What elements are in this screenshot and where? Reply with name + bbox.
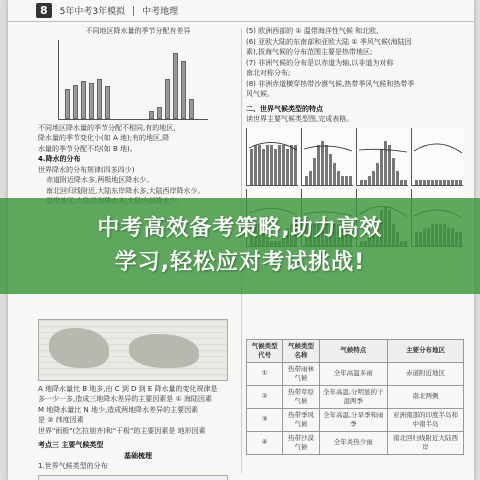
right-list-line: 风气候。 bbox=[246, 90, 274, 98]
table-cell: 赤道附近地区 bbox=[387, 362, 463, 385]
subject-label: 中考地理 bbox=[142, 7, 179, 17]
chart-bar bbox=[165, 79, 170, 119]
section3-title: 考点三 主要气候类型 bbox=[38, 441, 104, 449]
table-cell: 热带沙漠气候 bbox=[283, 431, 319, 454]
table-cell: 热带雨林气候 bbox=[283, 362, 319, 385]
temperature-curve bbox=[412, 128, 464, 186]
precipitation-chart bbox=[58, 40, 208, 120]
climate-chart bbox=[301, 128, 353, 186]
table-header: 气候类型代号 bbox=[247, 339, 283, 362]
table-row bbox=[247, 408, 464, 431]
climate-chart bbox=[411, 128, 463, 186]
paragraph-line: 降水量的季节变化小(如 A 地);有的地区,降 bbox=[38, 134, 170, 142]
question-line: M 地降水量比 N 地少,造成两地降水差异的主要因素 bbox=[38, 405, 199, 414]
list-item: 南北回归线附近,大陆东岸降水多,大陆西岸降水少。 bbox=[46, 186, 205, 195]
page-header bbox=[8, 0, 474, 22]
table-header: 气候特点 bbox=[319, 339, 387, 362]
right-list-line: (5) 欧洲西部的 ① 温带海洋性气候 和北欧, bbox=[246, 27, 379, 35]
banner-line-2: 学习,轻松应对考试挑战! bbox=[114, 250, 366, 275]
table-cell: 全年炎热少雨 bbox=[319, 431, 387, 454]
chart-bar bbox=[173, 53, 178, 119]
table-cell: 全年高温多雨 bbox=[319, 362, 387, 385]
chart-caption: 不同地区降水量的季节分配有差异 bbox=[85, 27, 191, 35]
table-cell: 南北两侧 bbox=[387, 385, 463, 408]
section-title: 4.降水的分布 bbox=[38, 155, 81, 163]
land-shape bbox=[129, 334, 199, 368]
temperature-curve bbox=[247, 128, 299, 186]
right-list-line: 南北对称分布; bbox=[246, 69, 291, 77]
table-cell: ③ bbox=[247, 408, 283, 431]
table-row bbox=[247, 431, 464, 454]
climate-chart bbox=[246, 128, 298, 186]
table-cell: ② bbox=[247, 385, 283, 408]
chart-bar bbox=[157, 107, 162, 119]
right-list-line: 素),拔海气候的分布范围主要是热带地区; bbox=[246, 48, 373, 56]
land-shape bbox=[49, 328, 109, 368]
question-line: A 地降水量比 B 地多,由 C 到 D 到 E 降水量的变化规律是 bbox=[38, 384, 218, 393]
question-line: 世界"雨极"(乞拉朋齐)和"干极"的主要因素是 地形因素 bbox=[38, 426, 206, 435]
world-map-svg bbox=[39, 476, 228, 480]
table-cell: ④ bbox=[247, 431, 283, 454]
table-cell: 亚洲南部的印度半岛和中南半岛 bbox=[387, 408, 463, 431]
table-row bbox=[247, 385, 464, 408]
table-row bbox=[247, 362, 464, 385]
chart-bar bbox=[73, 85, 78, 119]
page-number: 8 bbox=[36, 3, 52, 18]
table-header: 主要分布地区 bbox=[387, 339, 463, 362]
question-line: 是 ② 纬度因素 bbox=[38, 416, 84, 424]
table-header-row bbox=[247, 339, 464, 362]
right-section-title: 二、世界气候类型的特点 bbox=[246, 104, 323, 113]
list-item: 赤道附近降水多,两极地区降水少。 bbox=[46, 176, 154, 184]
paragraph-line: 不同地区降水量的季节分配不相同,有的地区, bbox=[38, 123, 176, 132]
chart-bar bbox=[89, 83, 94, 119]
chart-bar bbox=[105, 86, 110, 119]
chart-bar bbox=[65, 89, 70, 119]
climate-chart bbox=[356, 128, 408, 186]
paragraph-line: 水量的季节分配不均(如 B 地)。 bbox=[38, 144, 137, 153]
right-list-line: (8) 非洲赤道横穿热带沙漠气候,热带季风气候和热带季 bbox=[246, 79, 415, 88]
header-divider bbox=[133, 6, 134, 16]
table-cell: 热带季风气候 bbox=[283, 408, 319, 431]
world-climate-map bbox=[38, 475, 228, 480]
temperature-curve bbox=[357, 128, 409, 186]
climate-table bbox=[246, 339, 464, 455]
subsection-title: 基础梳理 bbox=[124, 451, 152, 460]
table-header: 气候类型名称 bbox=[283, 339, 319, 362]
temperature-curve bbox=[302, 128, 354, 186]
right-list-line: (7) 非洲气候的分布是以赤道为轴,以非道为对称 bbox=[246, 58, 394, 67]
table-cell: 南北回归线附近大陆西岸 bbox=[387, 431, 463, 454]
question-line: 多一少一多,造成三地降水差异的主要因素是 ① 海陆因素 bbox=[38, 395, 212, 403]
chart-bar bbox=[81, 81, 86, 119]
table-cell: 全年高温,分明显的干湿两季 bbox=[319, 385, 387, 408]
chart-bar bbox=[149, 111, 154, 119]
precipitation-map bbox=[38, 319, 228, 381]
chart-bar bbox=[181, 61, 186, 119]
book-title: 5年中考3年模拟 bbox=[59, 7, 126, 17]
chart-bar bbox=[189, 99, 194, 119]
right-list-line: (6) 亚欧大陆的东南部和亚欧大陆 ① 季风气候(海陆因 bbox=[246, 37, 412, 46]
chart-bar bbox=[97, 79, 102, 119]
map-caption: 1.世界气候类型的分布 bbox=[38, 462, 108, 470]
table-cell: 全年高温,分旱季和雨季 bbox=[319, 408, 387, 431]
promo-banner bbox=[0, 198, 480, 294]
banner-line-1: 中考高效备考策略,助力高效 bbox=[97, 216, 383, 241]
table-cell: 热带草原气候 bbox=[283, 385, 319, 408]
right-section-intro: 读世界主要气候类型图,完成表格。 bbox=[246, 115, 354, 123]
list-item: 世界降水的分布规律(四多四少) bbox=[38, 165, 135, 174]
table-cell: ① bbox=[247, 362, 283, 385]
